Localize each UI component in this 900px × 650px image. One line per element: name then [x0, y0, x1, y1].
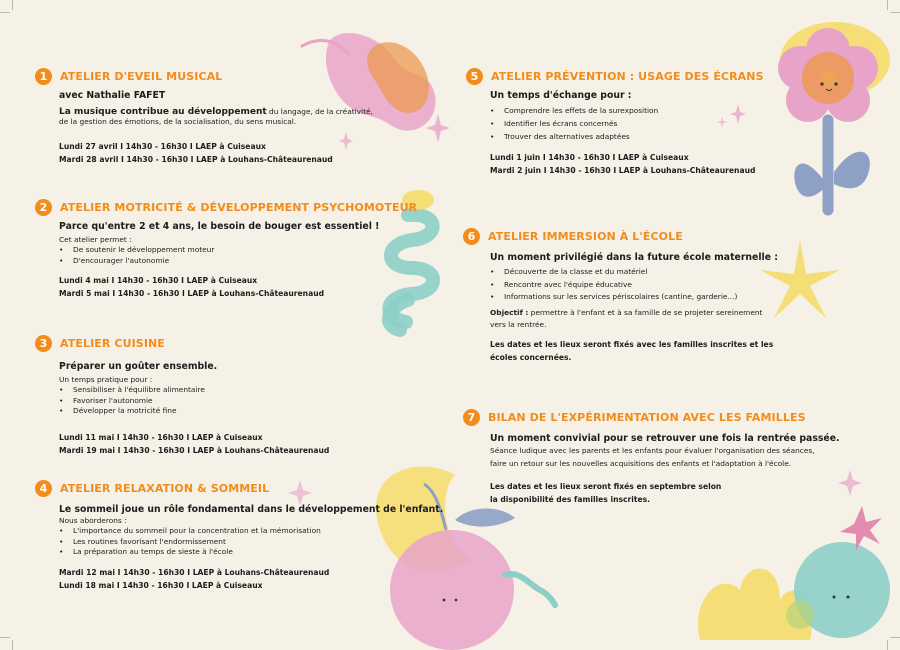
section-note: Les dates et les lieux seront fixés en septembre selon [490, 482, 722, 491]
section-lead: Un temps pratique pour : [59, 375, 153, 384]
session-date: Lundi 11 mai I 14h30 - 16h30 I LAEP à Cuiseaux [59, 432, 263, 442]
crop-mark [890, 12, 900, 13]
section-header [463, 407, 840, 427]
section-lead: Cet atelier permet : [59, 235, 132, 244]
session-date: Mardi 12 mai I 14h30 - 16h30 I LAEP à Louhans-Châteaurenaud [59, 567, 330, 577]
list-item: • Informations sur les services périscolaires (cantine, garderie...) [490, 291, 778, 304]
list-item: • Développer la motricité fine [59, 406, 329, 416]
bullet-list [59, 245, 417, 266]
section-subtitle: Le sommeil joue un rôle fondamental dans le développement de l'enfant. [59, 504, 444, 515]
section-eveil-musical [35, 66, 373, 166]
section-header [35, 333, 329, 353]
session-date: Lundi 4 mai I 14h30 - 16h30 I LAEP à Cuiseaux [59, 276, 258, 286]
crop-mark [0, 12, 10, 13]
section-note: écoles concernées. [490, 352, 572, 362]
crop-mark [887, 0, 888, 10]
section-prevention-ecrans [466, 66, 764, 177]
section-number-badge: 1 [35, 68, 52, 85]
section-number-badge: 7 [463, 409, 480, 426]
session-date: Lundi 1 juin I 14h30 - 16h30 I LAEP à Cuiseaux [490, 153, 689, 162]
section-title: ATELIER IMMERSION À L'ÉCOLE [488, 229, 683, 243]
session-date: Mardi 19 mai I 14h30 - 16h30 I LAEP à Louhans-Châteaurenaud [59, 445, 330, 455]
section-subtitle: avec Nathalie FAFET [59, 90, 166, 101]
section-title: ATELIER D'EVEIL MUSICAL [60, 69, 223, 83]
section-title: BILAN DE L'EXPÉRIMENTATION AVEC LES FAMILLES [488, 410, 806, 424]
crop-mark [12, 0, 13, 10]
section-intro: La musique contribue au développement du langage, de la créativité, [59, 107, 373, 117]
section-note: Les dates et les lieux seront fixés avec les familles inscrites et les [490, 339, 774, 349]
section-subtitle: Un moment privilégié dans la future école maternelle : [490, 252, 778, 263]
flower-leaf-shape [834, 152, 870, 188]
crop-mark [12, 640, 13, 650]
section-number-badge: 4 [35, 480, 52, 497]
crop-mark [890, 637, 900, 638]
list-item: • De soutenir le développement moteur [59, 245, 417, 255]
section-number-badge: 5 [466, 68, 483, 85]
section-text: faire un retour sur les nouvelles acquisitions des enfants et l'adaptation à l'école. [490, 458, 792, 468]
section-header [35, 197, 417, 217]
list-item: • Sensibiliser à l'équilibre alimentaire [59, 385, 329, 395]
bullet-list [490, 266, 778, 304]
blue-leaf-shape [455, 508, 515, 526]
section-subtitle: Préparer un goûter ensemble. [59, 361, 218, 372]
section-subtitle: Parce qu'entre 2 et 4 ans, le besoin de bouger est essentiel ! [59, 221, 380, 232]
bullet-list [59, 526, 443, 557]
section-title: ATELIER RELAXATION & SOMMEIL [60, 481, 270, 495]
section-subtitle: Un temps d'échange pour : [490, 90, 632, 101]
section-header [463, 226, 778, 246]
list-item: • L'importance du sommeil pour la concentration et la mémorisation [59, 526, 443, 536]
section-number-badge: 2 [35, 199, 52, 216]
section-title: ATELIER PRÉVENTION : USAGE DES ÉCRANS [491, 69, 764, 83]
section-number-badge: 3 [35, 335, 52, 352]
list-item: • D'encourager l'autonomie [59, 256, 417, 266]
section-title: ATELIER CUISINE [60, 336, 165, 350]
section-objective-line: vers la rentrée. [490, 320, 547, 329]
section-subtitle: Un moment convivial pour se retrouver une fois la rentrée passée. [490, 433, 840, 444]
list-item: • Découverte de la classe et du matériel [490, 266, 778, 279]
list-item: • Rencontre avec l'équipe éducative [490, 279, 778, 292]
session-date: Mardi 28 avril I 14h30 - 16h30 I LAEP à Louhans-Châteaurenaud [59, 154, 333, 164]
section-header [35, 478, 443, 498]
list-item: • Favoriser l'autonomie [59, 396, 329, 406]
section-bilan [463, 407, 840, 506]
section-motricite [35, 197, 417, 300]
list-item: • Les routines favorisant l'endormissement [59, 537, 443, 547]
bullet-list [59, 385, 329, 416]
session-date: Mardi 5 mai I 14h30 - 16h30 I LAEP à Louhans-Châteaurenaud [59, 289, 325, 299]
section-note: la disponibilité des familles inscrites. [490, 495, 651, 504]
section-lead: Nous aborderons : [59, 516, 127, 525]
section-header [466, 66, 764, 86]
session-date: Lundi 27 avril I 14h30 - 16h30 I LAEP à Cuiseaux [59, 141, 266, 151]
list-item: • La préparation au temps de sieste à l'école [59, 547, 443, 557]
flower-leaf-shape [794, 163, 826, 196]
crop-mark [0, 637, 10, 638]
crop-mark [887, 640, 888, 650]
section-header [35, 66, 373, 86]
section-intro-line: de la gestion des émotions, de la socialisation, du sens musical. [59, 117, 297, 127]
section-number-badge: 6 [463, 228, 480, 245]
section-relaxation-sommeil [35, 478, 443, 592]
section-objective: Objectif : permettre à l'enfant et à sa famille de se projeter sereinement [490, 307, 763, 317]
section-title: ATELIER MOTRICITÉ & DÉVELOPPEMENT PSYCHOMOTEUR [60, 200, 418, 214]
session-date: Mardi 2 juin I 14h30 - 16h30 I LAEP à Louhans-Châteaurenaud [490, 166, 756, 175]
list-item: • Identifier les écrans concernés [490, 117, 764, 130]
sparkle-icon [838, 470, 862, 496]
section-cuisine [35, 333, 329, 457]
section-immersion-ecole [463, 226, 778, 364]
session-date: Lundi 18 mai I 14h30 - 16h30 I LAEP à Cuiseaux [59, 580, 263, 590]
section-text: Séance ludique avec les parents et les enfants pour évaluer l'organisation des séances, [490, 446, 815, 455]
bullet-list [490, 104, 764, 143]
list-item: • Trouver des alternatives adaptées [490, 130, 764, 143]
list-item: • Comprendre les effets de la surexposition [490, 104, 764, 117]
